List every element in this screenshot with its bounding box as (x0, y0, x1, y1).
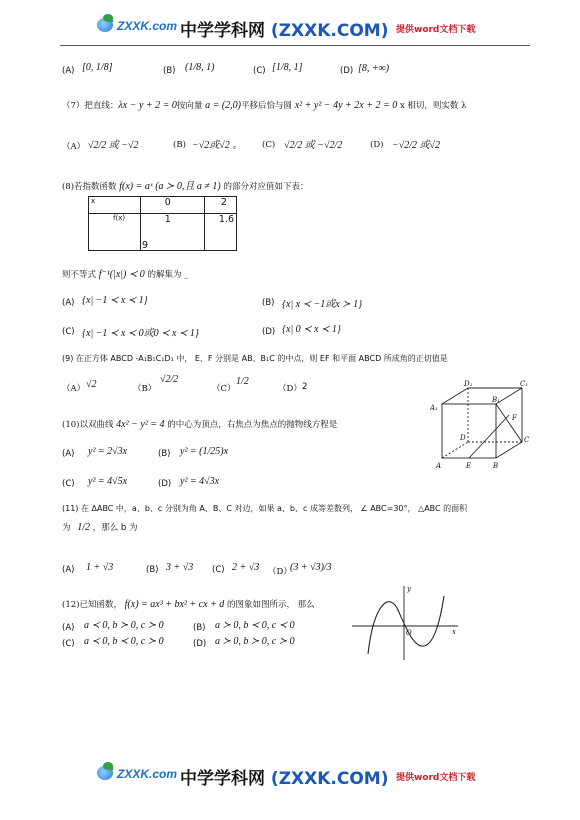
q12-option-b-text: a ≻ 0, b ≺ 0, c ≺ 0 (215, 620, 295, 631)
table-row (89, 214, 237, 251)
q10-stem-prefix: (10)以双曲线 (62, 420, 114, 430)
q12-option-c-text: a ≺ 0, b ≺ 0, c ≻ 0 (84, 636, 164, 647)
site-name-en: (ZXXK.COM) (270, 769, 389, 789)
site-name-en: (ZXXK.COM) (270, 21, 389, 41)
q7-stem-mid: 按向量 (176, 101, 203, 111)
q8-option-a-label: (A) (62, 298, 75, 308)
site-title (180, 16, 388, 41)
q6-option-a-text: [0, 1/8] (82, 62, 113, 73)
q12-option-a-label: (A) (62, 623, 75, 633)
q7-vector: a = (2,0) (205, 100, 242, 111)
q8-ineq-suffix: 的解集为 _ (147, 270, 189, 280)
site-name-cn: 中学学科网 (180, 21, 265, 41)
q11-option-d-text: (3 + √3)/3 (290, 562, 332, 573)
table-cell: x (89, 197, 141, 214)
leaf-icon (103, 762, 113, 770)
cube-edge (442, 388, 468, 404)
q6-option-a-label: (A) (62, 66, 75, 76)
graph-label-x: x (452, 628, 456, 636)
page-header-top (0, 14, 580, 42)
q6-option-b-text: (1/8, 1) (185, 62, 215, 73)
q10-stem (62, 418, 337, 430)
q7-option-b-text: −√2或√2 。 (192, 140, 243, 151)
q9-stem: (9) 在正方体 ABCD -A₁B₁C₁D₁ 中， E、F 分别是 AB、B₁C 的中点，则 EF 和平面 ABCD 所成角的正切值是 (62, 354, 448, 363)
cube-label: B₁ (492, 396, 500, 404)
q9-option-d-text: 2 (302, 382, 308, 392)
q7-stem (62, 99, 467, 111)
table-cell: 2 (204, 197, 236, 214)
graph-label-origin: O (406, 629, 412, 637)
q10-option-a-text: y² = 2√3x (88, 446, 128, 457)
q10-option-d-text: y² = 4√3x (180, 476, 220, 487)
cube-label: D (460, 434, 466, 442)
q7-circle-eq: x² + y² − 4y + 2x + 2 = 0 (294, 100, 398, 111)
q6-option-c-text: [1/8, 1] (272, 62, 303, 73)
download-note: 提供word文档下载 (396, 25, 476, 35)
q8-option-b-text: {x| x ≺ −1或x ≻ 1} (282, 299, 363, 310)
q7-option-a-text: √2/2 或 −√2 (88, 140, 139, 151)
q10-option-a-label: (A) (62, 449, 75, 459)
q11-stem-line2 (62, 521, 138, 533)
cube-label: C₁ (520, 380, 529, 388)
download-note: 提供word文档下载 (396, 773, 476, 783)
q8-option-c-label: (C) (62, 327, 75, 337)
q12-option-a-text: a ≺ 0, b ≻ 0, c ≻ 0 (84, 620, 164, 631)
q8-stem (62, 177, 308, 192)
table-cell: 0 (140, 197, 204, 214)
q9-option-d-label: （D） (278, 384, 302, 394)
q11-option-b-label: (B) (146, 565, 159, 575)
q6-option-c-label: (C) (253, 66, 266, 76)
q8-stem-prefix: (8)若指数函数 (62, 182, 117, 192)
q11-stem2-suffix: ，那么 b 为 (92, 523, 138, 533)
q8-option-d-text: {x| 0 ≺ x ≺ 1} (282, 324, 341, 335)
q11-stem: (11) 在 ΔABC 中，a、b、c 分别为角 A、B、C 对边，如果 a、b、c 成等差数列， ∠ ABC=30°， △ABC 的面积 (62, 504, 468, 513)
site-title (180, 764, 388, 789)
q7-option-b-label: (B) (173, 140, 186, 150)
cube-label: C (524, 436, 530, 444)
cube-figure (430, 380, 530, 472)
q7-option-c-text: √2/2 或 −√2/2 (284, 140, 343, 151)
q8-ineq: f⁻¹(|x|) ≺ 0 (98, 269, 145, 280)
q11-option-a-text: 1 + √3 (86, 562, 114, 573)
q9-option-c-label: （C） (212, 384, 236, 394)
cube-label: D₁ (464, 380, 473, 388)
q11-option-b-text: 3 + √3 (166, 562, 194, 573)
q8-func: f(x) = aˣ (a ≻ 0,且 a ≠ 1) (119, 181, 221, 192)
q10-option-c-text: y² = 4√5x (88, 476, 128, 487)
logo-text: ZXXK.com (117, 767, 178, 781)
q9-option-b-text: √2/2 (160, 374, 179, 385)
q12-option-c-label: (C) (62, 639, 75, 649)
q8-inequality (62, 268, 188, 280)
q8-table-extra: 9 (142, 240, 149, 251)
q6-option-d-label: (D) (340, 66, 354, 76)
q12-stem-prefix: (12)已知函数， (62, 600, 122, 610)
header-rule-top (60, 45, 530, 46)
q8-ineq-prefix: 则不等式 (62, 270, 97, 280)
q8-option-d-label: (D) (262, 327, 276, 337)
site-name-cn: 中学学科网 (180, 769, 265, 789)
q12-option-d-label: (D) (193, 639, 207, 649)
cube-front-face (442, 404, 496, 458)
q7-stem-suffix: x 相切，则实数 λ (399, 101, 467, 111)
cube-label: E (466, 462, 472, 470)
q7-option-a-label: （A） (62, 142, 86, 152)
q10-option-d-label: (D) (158, 479, 172, 489)
q7-option-c-label: (C) (262, 140, 276, 150)
q6-option-d-text: [8, +∞) (358, 63, 390, 74)
q11-area-value: 1/2 (77, 522, 90, 533)
q10-option-b-label: (B) (158, 449, 171, 459)
q10-option-c-label: (C) (62, 479, 75, 489)
q7-option-d-text: −√2/2 或√2 (392, 140, 441, 151)
q7-stem-mid2: 平移后恰与圆 (241, 101, 293, 111)
q6-option-b-label: (B) (163, 66, 176, 76)
cube-label: F (512, 414, 517, 422)
zxxk-logo (97, 14, 178, 40)
q8-option-c-text: {x| −1 ≺ x ≺ 0或0 ≺ x ≺ 1} (82, 328, 199, 339)
table-row (89, 197, 237, 214)
q12-option-d-text: a ≻ 0, b ≻ 0, c ≻ 0 (215, 636, 295, 647)
q7-line-eq: λx − y + 2 = 0 (118, 100, 177, 111)
logo-text: ZXXK.com (117, 19, 178, 33)
q9-option-a-label: （A） (62, 384, 86, 394)
table-cell: 1 (140, 214, 204, 251)
q12-func: f(x) = ax³ + bx² + cx + d (124, 599, 225, 610)
cube-edge (496, 442, 522, 458)
q11-option-d-label: （D） (268, 567, 292, 577)
cube-label: A₁ (430, 404, 438, 412)
cube-label: B (493, 462, 499, 470)
page-header-bottom (0, 762, 580, 790)
q10-stem-suffix: 的中心为顶点，右焦点为焦点的抛物线方程是 (167, 420, 338, 430)
q9-option-a-text: √2 (86, 379, 97, 390)
q11-option-a-label: (A) (62, 565, 75, 575)
q12-stem (62, 598, 315, 610)
q9-option-c-text: 1/2 (236, 376, 249, 387)
q12-stem-suffix: 的图象如图所示， 那么 (226, 600, 315, 610)
q8-value-table (88, 196, 237, 251)
q10-option-b-text: y² = (1/25)x (180, 446, 229, 457)
q11-option-c-label: (C) (212, 565, 225, 575)
q12-option-b-label: (B) (193, 623, 206, 633)
q11-stem2-prefix: 为 (62, 523, 71, 533)
q10-eq: 4x² − y² = 4 (116, 419, 165, 430)
table-cell: f(x) (89, 214, 141, 251)
cubic-curve (368, 596, 444, 654)
q7-option-d-label: (D) (370, 140, 384, 150)
cubic-graph (352, 582, 462, 662)
q8-stem-suffix: 的部分对应值如下表： (223, 182, 309, 192)
q11-option-c-text: 2 + √3 (232, 562, 260, 573)
cube-label: A (436, 462, 442, 470)
cube-hidden-edge (442, 442, 468, 458)
q9-option-b-label: （B） (133, 384, 157, 394)
leaf-icon (103, 14, 113, 22)
q7-stem-prefix: （7）把直线： (62, 101, 119, 111)
graph-label-y: y (407, 585, 411, 593)
zxxk-logo (97, 762, 178, 788)
q8-option-b-label: (B) (262, 298, 275, 308)
segment-b1c (496, 404, 522, 442)
segment-ef (469, 415, 509, 458)
q8-option-a-text: {x| −1 ≺ x ≺ 1} (82, 295, 148, 306)
table-cell: 1.6 (204, 214, 236, 251)
